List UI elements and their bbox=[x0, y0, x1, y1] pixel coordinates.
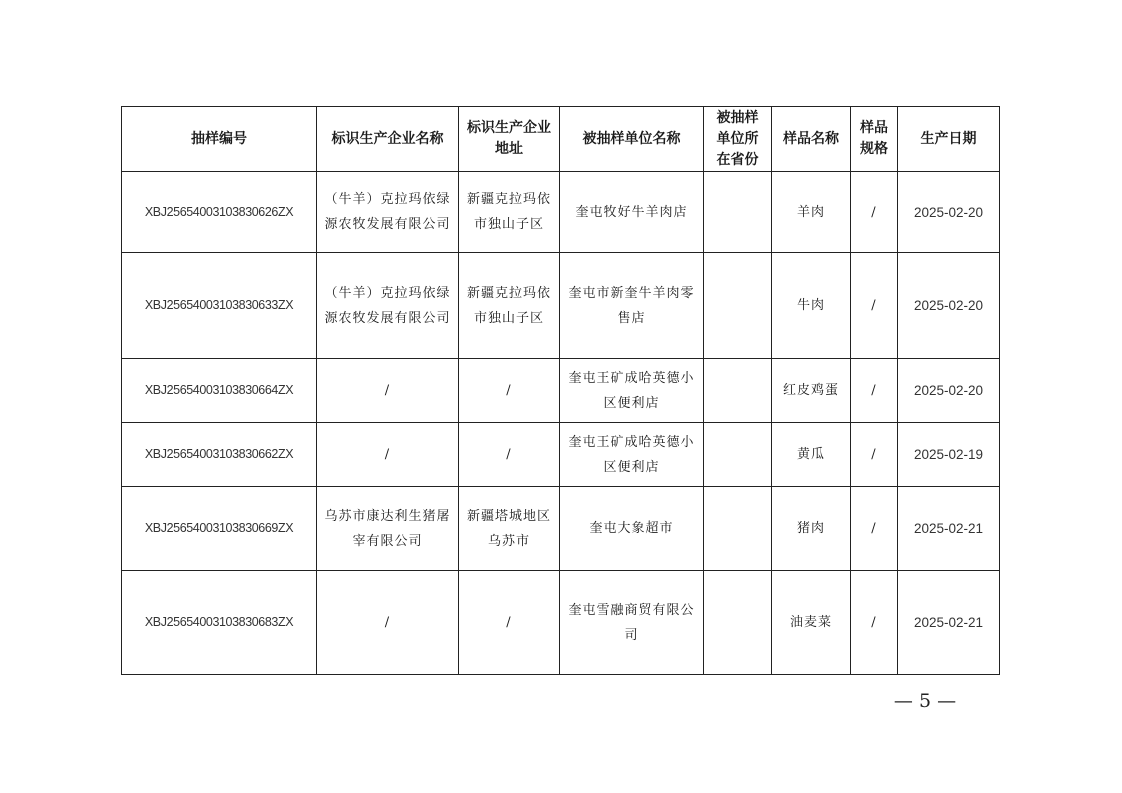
sample-code-cell: XBJ25654003103830683ZX bbox=[122, 571, 317, 675]
sample-spec-cell: / bbox=[851, 423, 898, 487]
manufacturer-address-cell: / bbox=[459, 423, 560, 487]
sample-spec-cell: / bbox=[851, 172, 898, 253]
manufacturer-name-cell: （牛羊）克拉玛依绿源农牧发展有限公司 bbox=[317, 172, 459, 253]
sample-spec-cell: / bbox=[851, 253, 898, 359]
manufacturer-name-cell: 乌苏市康达利生猪屠宰有限公司 bbox=[317, 487, 459, 571]
header-sample-spec: 样品规格 bbox=[851, 107, 898, 172]
sampled-unit-name-cell: 奎屯牧好牛羊肉店 bbox=[560, 172, 704, 253]
production-date-cell: 2025-02-21 bbox=[898, 487, 1000, 571]
manufacturer-address-cell: 新疆克拉玛依市独山子区 bbox=[459, 253, 560, 359]
sample-spec-cell: / bbox=[851, 359, 898, 423]
sample-name-cell: 猪肉 bbox=[772, 487, 851, 571]
sampled-unit-name-cell: 奎屯市新奎牛羊肉零售店 bbox=[560, 253, 704, 359]
table-row bbox=[122, 172, 1000, 253]
sampled-unit-province-cell bbox=[704, 253, 772, 359]
sample-code-cell: XBJ25654003103830633ZX bbox=[122, 253, 317, 359]
sampled-unit-province-cell bbox=[704, 571, 772, 675]
manufacturer-name-cell: / bbox=[317, 359, 459, 423]
sampled-unit-province-cell bbox=[704, 423, 772, 487]
header-sample-code: 抽样编号 bbox=[122, 107, 317, 172]
manufacturer-address-cell: / bbox=[459, 359, 560, 423]
production-date-cell: 2025-02-20 bbox=[898, 359, 1000, 423]
sample-code-cell: XBJ25654003103830664ZX bbox=[122, 359, 317, 423]
manufacturer-address-cell: 新疆克拉玛依市独山子区 bbox=[459, 172, 560, 253]
sample-name-cell: 羊肉 bbox=[772, 172, 851, 253]
sample-name-cell: 油麦菜 bbox=[772, 571, 851, 675]
production-date-cell: 2025-02-19 bbox=[898, 423, 1000, 487]
sampling-table bbox=[121, 106, 1000, 675]
table-header-row bbox=[122, 107, 1000, 172]
sample-name-cell: 牛肉 bbox=[772, 253, 851, 359]
production-date-cell: 2025-02-21 bbox=[898, 571, 1000, 675]
header-manufacturer-address: 标识生产企业地址 bbox=[459, 107, 560, 172]
production-date-cell: 2025-02-20 bbox=[898, 172, 1000, 253]
sampled-unit-name-cell: 奎屯王矿成哈英德小区便利店 bbox=[560, 423, 704, 487]
sample-name-cell: 黄瓜 bbox=[772, 423, 851, 487]
table-row bbox=[122, 253, 1000, 359]
header-sample-name: 样品名称 bbox=[772, 107, 851, 172]
sample-code-cell: XBJ25654003103830669ZX bbox=[122, 487, 317, 571]
table-row bbox=[122, 487, 1000, 571]
sampled-unit-province-cell bbox=[704, 359, 772, 423]
table-row bbox=[122, 571, 1000, 675]
production-date-cell: 2025-02-20 bbox=[898, 253, 1000, 359]
header-sampled-unit-name: 被抽样单位名称 bbox=[560, 107, 704, 172]
page-number: — 5 — bbox=[893, 690, 957, 712]
sampled-unit-province-cell bbox=[704, 172, 772, 253]
manufacturer-name-cell: / bbox=[317, 571, 459, 675]
sampled-unit-name-cell: 奎屯雪融商贸有限公司 bbox=[560, 571, 704, 675]
header-manufacturer-name: 标识生产企业名称 bbox=[317, 107, 459, 172]
sample-code-cell: XBJ25654003103830662ZX bbox=[122, 423, 317, 487]
sample-name-cell: 红皮鸡蛋 bbox=[772, 359, 851, 423]
header-production-date: 生产日期 bbox=[898, 107, 1000, 172]
manufacturer-name-cell: / bbox=[317, 423, 459, 487]
sample-code-cell: XBJ25654003103830626ZX bbox=[122, 172, 317, 253]
manufacturer-name-cell: （牛羊）克拉玛依绿源农牧发展有限公司 bbox=[317, 253, 459, 359]
sampled-unit-name-cell: 奎屯大象超市 bbox=[560, 487, 704, 571]
sample-spec-cell: / bbox=[851, 571, 898, 675]
manufacturer-address-cell: 新疆塔城地区乌苏市 bbox=[459, 487, 560, 571]
sample-spec-cell: / bbox=[851, 487, 898, 571]
header-sampled-unit-province: 被抽样单位所在省份 bbox=[704, 107, 772, 172]
manufacturer-address-cell: / bbox=[459, 571, 560, 675]
sampled-unit-province-cell bbox=[704, 487, 772, 571]
table-row bbox=[122, 423, 1000, 487]
table-row bbox=[122, 359, 1000, 423]
sampled-unit-name-cell: 奎屯王矿成哈英德小区便利店 bbox=[560, 359, 704, 423]
